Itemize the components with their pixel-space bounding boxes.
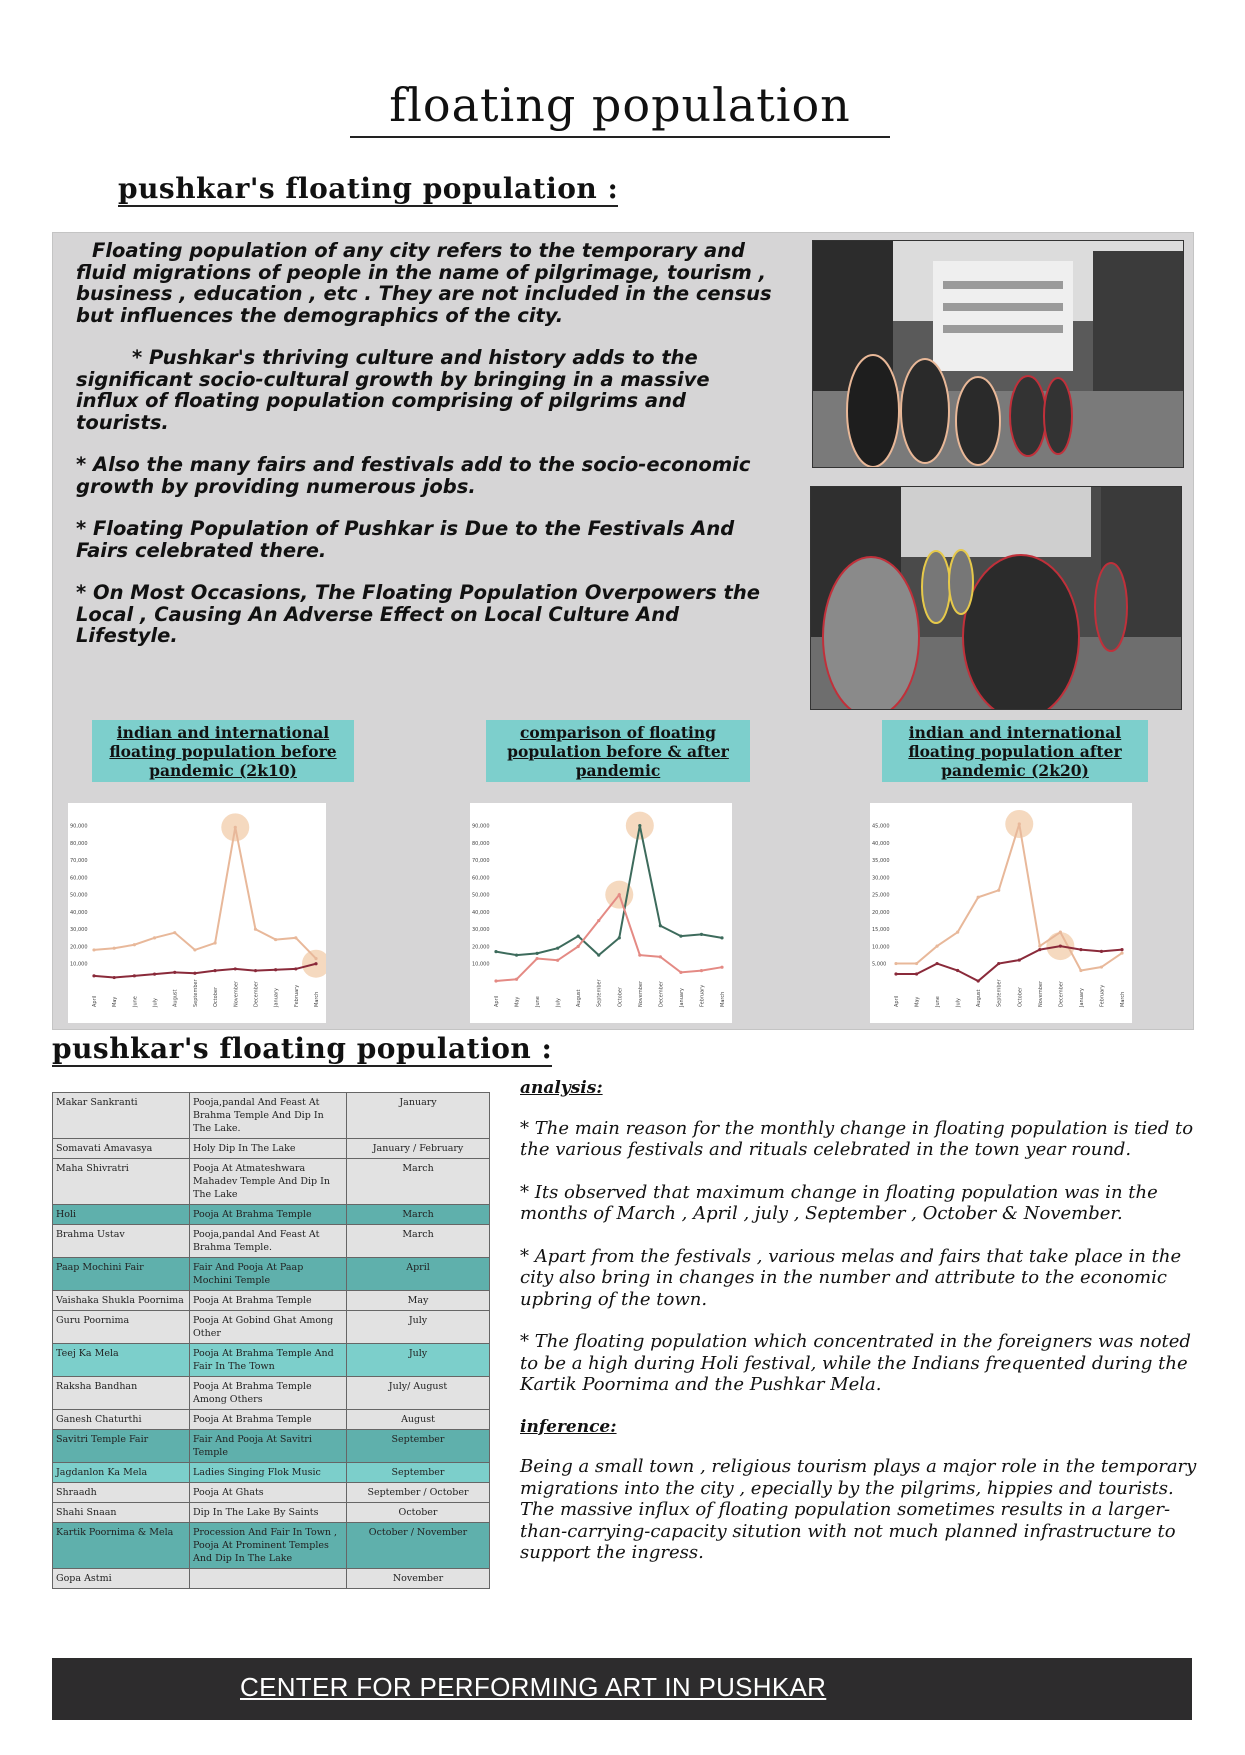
- series-line: [896, 824, 1122, 971]
- data-point: [92, 974, 95, 977]
- table-row: [53, 1569, 490, 1589]
- x-tick-label: October: [617, 986, 624, 1007]
- data-point: [935, 945, 938, 948]
- data-point: [1079, 948, 1082, 951]
- series-line: [496, 895, 722, 981]
- data-point: [1100, 965, 1103, 968]
- x-tick-label: December: [658, 981, 665, 1007]
- data-point: [314, 962, 317, 965]
- data-point: [659, 924, 662, 927]
- data-point: [894, 972, 897, 975]
- festival-name-cell: Vaishaka Shukla Poornima: [53, 1291, 190, 1311]
- x-tick-label: February: [1099, 984, 1106, 1007]
- x-tick-label: February: [699, 984, 706, 1007]
- x-tick-label: April: [894, 995, 900, 1007]
- festival-name-cell: Paap Mochini Fair: [53, 1258, 190, 1291]
- intro-paragraph: * Also the many fairs and festivals add to the socio-economic growth by providing numerous jobs.: [76, 453, 751, 498]
- x-tick-label: July: [152, 998, 159, 1007]
- festival-name-cell: Kartik Poornima & Mela: [53, 1523, 190, 1569]
- data-point: [997, 962, 1000, 965]
- data-point: [700, 969, 703, 972]
- festival-activity-cell: Ladies Singing Flok Music: [190, 1463, 347, 1483]
- festival-activity-cell: Pooja At Ghats: [190, 1483, 347, 1503]
- y-tick-label: 70,000: [472, 858, 490, 865]
- data-point: [1120, 948, 1123, 951]
- chart-before-pandemic: [68, 803, 326, 1023]
- data-point: [213, 941, 216, 944]
- data-point: [294, 936, 297, 939]
- festival-name-cell: Brahma Ustav: [53, 1225, 190, 1258]
- festival-name-cell: Shahi Snaan: [53, 1503, 190, 1523]
- data-point: [1038, 948, 1041, 951]
- analysis-text: [520, 1078, 1210, 1585]
- data-point: [254, 969, 257, 972]
- x-tick-label: October: [1017, 986, 1024, 1007]
- y-tick-label: 80,000: [472, 840, 490, 847]
- table-row: [53, 1503, 490, 1523]
- data-point: [274, 938, 277, 941]
- data-point: [700, 933, 703, 936]
- data-point: [515, 954, 518, 957]
- festival-month-cell: March: [347, 1225, 490, 1258]
- festival-month-cell: October / November: [347, 1523, 490, 1569]
- y-tick-label: 10,000: [472, 961, 490, 968]
- y-tick-label: 35,000: [872, 858, 890, 865]
- x-tick-label: August: [576, 989, 583, 1007]
- analysis-paragraph: * The floating population which concentrated in the foreigners was noted to be a high during Holi festival, while the Indians frequented during the Kartik Poornima and the Pushkar Mela.: [520, 1331, 1191, 1395]
- analysis-paragraph: * Its observed that maximum change in floating population was in the months of March , April , july , September , October & November.: [520, 1181, 1158, 1224]
- x-tick-label: April: [494, 995, 500, 1007]
- data-point: [1059, 945, 1062, 948]
- data-point: [113, 947, 116, 950]
- data-point: [535, 952, 538, 955]
- data-point: [638, 824, 641, 827]
- x-tick-label: June: [535, 996, 542, 1007]
- series-line: [94, 964, 316, 978]
- data-point: [254, 928, 257, 931]
- data-point: [638, 954, 641, 957]
- data-point: [915, 972, 918, 975]
- x-tick-label: September: [996, 979, 1003, 1007]
- festival-activity-cell: Pooja At Gobind Ghat Among Other: [190, 1311, 347, 1344]
- data-point: [720, 966, 723, 969]
- data-point: [153, 936, 156, 939]
- data-point: [997, 889, 1000, 892]
- x-tick-label: January: [678, 988, 685, 1007]
- festival-month-cell: July: [347, 1344, 490, 1377]
- festival-month-cell: November: [347, 1569, 490, 1589]
- intro-text: [76, 240, 776, 668]
- data-point: [956, 931, 959, 934]
- y-tick-label: 80,000: [70, 840, 88, 847]
- festival-name-cell: Maha Shivratri: [53, 1159, 190, 1205]
- y-tick-label: 20,000: [70, 944, 88, 951]
- table-row: [53, 1463, 490, 1483]
- festival-name-cell: Jagdanlon Ka Mela: [53, 1463, 190, 1483]
- intro-paragraph: * Pushkar's thriving culture and history adds to the significant socio-cultural growth by bringing in a massive influx of floating population comprising of pilgrims and tourists.: [76, 346, 710, 434]
- x-tick-label: February: [293, 984, 300, 1007]
- festival-month-cell: May: [347, 1291, 490, 1311]
- analysis-heading: analysis:: [520, 1078, 603, 1098]
- x-tick-label: August: [172, 989, 179, 1007]
- x-tick-label: March: [720, 991, 726, 1007]
- table-row: [53, 1311, 490, 1344]
- x-tick-label: May: [914, 996, 921, 1007]
- festival-month-cell: March: [347, 1159, 490, 1205]
- y-tick-label: 30,000: [70, 927, 88, 934]
- y-tick-label: 50,000: [472, 892, 490, 899]
- festival-name-cell: Guru Poornima: [53, 1311, 190, 1344]
- festival-month-cell: October: [347, 1503, 490, 1523]
- festival-activity-cell: Holy Dip In The Lake: [190, 1139, 347, 1159]
- festival-name-cell: Gopa Astmi: [53, 1569, 190, 1589]
- data-point: [314, 957, 317, 960]
- x-tick-label: August: [976, 989, 983, 1007]
- x-tick-label: December: [253, 981, 260, 1007]
- y-tick-label: 30,000: [872, 875, 890, 882]
- table-row: [53, 1291, 490, 1311]
- y-tick-label: 10,000: [70, 961, 88, 968]
- y-tick-label: 60,000: [472, 875, 490, 882]
- x-tick-label: October: [213, 986, 220, 1007]
- chart-label-before: [92, 720, 354, 782]
- festival-month-cell: January: [347, 1093, 490, 1139]
- y-tick-label: 60,000: [70, 875, 88, 882]
- data-point: [535, 957, 538, 960]
- table-row: [53, 1344, 490, 1377]
- data-point: [720, 936, 723, 939]
- data-point: [956, 969, 959, 972]
- data-point: [935, 962, 938, 965]
- intro-paragraph: * Floating Population of Pushkar is Due to the Festivals And Fairs celebrated there.: [76, 517, 735, 562]
- section-title-intro: pushkar's floating population :: [118, 172, 619, 205]
- x-tick-label: November: [1037, 980, 1044, 1007]
- festival-month-cell: August: [347, 1410, 490, 1430]
- festival-month-cell: January / February: [347, 1139, 490, 1159]
- data-point: [494, 979, 497, 982]
- data-point: [597, 919, 600, 922]
- festival-activity-cell: Pooja At Brahma Temple: [190, 1410, 347, 1430]
- section-title-festivals: pushkar's floating population :: [52, 1032, 553, 1065]
- data-point: [294, 967, 297, 970]
- table-row: [53, 1483, 490, 1503]
- data-point: [679, 971, 682, 974]
- festival-month-cell: July/ August: [347, 1377, 490, 1410]
- y-tick-label: 10,000: [872, 944, 890, 951]
- y-tick-label: 90,000: [472, 823, 490, 830]
- x-tick-label: March: [1120, 991, 1126, 1007]
- y-tick-label: 40,000: [472, 909, 490, 916]
- data-point: [1018, 822, 1021, 825]
- y-tick-label: 90,000: [70, 823, 88, 830]
- festival-month-cell: July: [347, 1311, 490, 1344]
- x-tick-label: April: [92, 995, 98, 1007]
- x-tick-label: November: [637, 980, 644, 1007]
- table-row: [53, 1139, 490, 1159]
- x-tick-label: January: [1078, 988, 1085, 1007]
- chart-comparison: [470, 803, 732, 1023]
- data-point: [577, 945, 580, 948]
- data-point: [659, 955, 662, 958]
- data-point: [173, 931, 176, 934]
- x-tick-label: November: [233, 980, 240, 1007]
- x-tick-label: May: [112, 996, 119, 1007]
- data-point: [894, 962, 897, 965]
- chart-label-text: indian and international floating population before pandemic (2k10): [109, 723, 337, 780]
- x-tick-label: March: [314, 991, 320, 1007]
- data-point: [1100, 950, 1103, 953]
- festival-month-cell: March: [347, 1205, 490, 1225]
- festival-activity-cell: Pooja,pandal And Feast At Brahma Temple.: [190, 1225, 347, 1258]
- y-tick-label: 20,000: [872, 909, 890, 916]
- x-tick-label: September: [192, 979, 199, 1007]
- data-point: [234, 826, 237, 829]
- intro-paragraph: Floating population of any city refers to the temporary and fluid migrations of people in the name of pilgrimage, tourism , business , education , etc . They are not included in the census but influences the demographics of the city.: [76, 239, 772, 327]
- y-tick-label: 40,000: [872, 840, 890, 847]
- x-tick-label: December: [1058, 981, 1065, 1007]
- data-point: [618, 893, 621, 896]
- chart-label-text: indian and international floating population after pandemic (2k20): [908, 723, 1122, 780]
- festival-month-cell: April: [347, 1258, 490, 1291]
- y-tick-label: 25,000: [872, 892, 890, 899]
- data-point: [153, 972, 156, 975]
- y-tick-label: 45,000: [872, 823, 890, 830]
- chart-label-text: comparison of floating population before & after pandemic: [507, 723, 729, 780]
- y-tick-label: 40,000: [70, 909, 88, 916]
- festival-activity-cell: Dip In The Lake By Saints: [190, 1503, 347, 1523]
- data-point: [213, 969, 216, 972]
- data-point: [173, 971, 176, 974]
- y-tick-label: 70,000: [70, 858, 88, 865]
- chart-svg: [870, 803, 1132, 1023]
- chart-label-after: [882, 720, 1148, 782]
- data-point: [193, 948, 196, 951]
- data-point: [556, 947, 559, 950]
- data-point: [915, 962, 918, 965]
- table-row: [53, 1205, 490, 1225]
- y-tick-label: 20,000: [472, 944, 490, 951]
- festival-activity-cell: Fair And Pooja At Paap Mochini Temple: [190, 1258, 347, 1291]
- data-point: [274, 968, 277, 971]
- festival-activity-cell: Pooja At Brahma Temple: [190, 1291, 347, 1311]
- data-point: [113, 976, 116, 979]
- festival-activity-cell: Pooja At Brahma Temple Among Others: [190, 1377, 347, 1410]
- inference-paragraph: Being a small town , religious tourism plays a major role in the temporary migrations into the city , epecially by the pilgrims, hippies and tourists. The massive influx of floating population sometimes results in a larger-than-carrying-capacity sitution with not much planned infrastructure to support the ingress.: [520, 1456, 1197, 1563]
- festival-month-cell: September: [347, 1463, 490, 1483]
- festival-month-cell: September / October: [347, 1483, 490, 1503]
- festival-activity-cell: Pooja,pandal And Feast At Brahma Temple And Dip In The Lake.: [190, 1093, 347, 1139]
- table-row: [53, 1410, 490, 1430]
- festival-name-cell: Somavati Amavasya: [53, 1139, 190, 1159]
- x-tick-label: June: [132, 996, 139, 1007]
- y-tick-label: 30,000: [472, 927, 490, 934]
- data-point: [1120, 951, 1123, 954]
- intro-paragraph: * On Most Occasions, The Floating Population Overpowers the Local , Causing An Adverse Effect on Local Culture And Lifestyle.: [76, 581, 760, 647]
- data-point: [133, 974, 136, 977]
- y-tick-label: 15,000: [872, 927, 890, 934]
- festival-name-cell: Ganesh Chaturthi: [53, 1410, 190, 1430]
- series-line: [94, 827, 316, 958]
- data-point: [193, 972, 196, 975]
- data-point: [618, 936, 621, 939]
- data-point: [977, 979, 980, 982]
- data-point: [1079, 969, 1082, 972]
- data-point: [679, 935, 682, 938]
- y-tick-label: 5,000: [872, 961, 887, 968]
- table-row: [53, 1258, 490, 1291]
- page-title: floating population: [350, 78, 890, 138]
- festival-activity-cell: Pooja At Brahma Temple: [190, 1205, 347, 1225]
- data-point: [133, 943, 136, 946]
- chart-svg: [68, 803, 326, 1023]
- table-row: [53, 1377, 490, 1410]
- table-row: [53, 1225, 490, 1258]
- street-photo-bottom: [810, 486, 1182, 710]
- festival-name-cell: Holi: [53, 1205, 190, 1225]
- data-point: [1018, 958, 1021, 961]
- inference-heading: inference:: [520, 1416, 617, 1437]
- festival-name-cell: Teej Ka Mela: [53, 1344, 190, 1377]
- footer-title: CENTER FOR PERFORMING ART IN PUSHKAR: [240, 1672, 827, 1702]
- data-point: [1038, 945, 1041, 948]
- x-tick-label: September: [596, 979, 603, 1007]
- table-row: [53, 1093, 490, 1139]
- chart-svg: [470, 803, 732, 1023]
- x-tick-label: January: [273, 988, 280, 1007]
- festival-month-cell: September: [347, 1430, 490, 1463]
- analysis-paragraph: * The main reason for the monthly change in floating population is tied to the various festivals and rituals celebrated in the town year round.: [520, 1117, 1194, 1160]
- festival-activity-cell: [190, 1569, 347, 1589]
- x-tick-label: June: [935, 996, 942, 1007]
- data-point: [234, 967, 237, 970]
- analysis-paragraph: * Apart from the festivals , various melas and fairs that take place in the city also bring in changes in the number and attribute to the economic upbring of the town.: [520, 1245, 1182, 1310]
- x-tick-label: July: [955, 998, 962, 1007]
- data-point: [92, 948, 95, 951]
- street-photo-top: [812, 240, 1184, 468]
- festival-name-cell: Savitri Temple Fair: [53, 1430, 190, 1463]
- festival-table: [52, 1092, 490, 1589]
- table-row: [53, 1430, 490, 1463]
- data-point: [515, 978, 518, 981]
- x-tick-label: July: [555, 998, 562, 1007]
- x-tick-label: May: [514, 996, 521, 1007]
- data-point: [556, 959, 559, 962]
- chart-after-pandemic: [870, 803, 1132, 1023]
- chart-label-comparison: [486, 720, 750, 782]
- data-point: [494, 950, 497, 953]
- festival-activity-cell: Fair And Pooja At Savitri Temple: [190, 1430, 347, 1463]
- table-row: [53, 1523, 490, 1569]
- data-point: [577, 935, 580, 938]
- data-point: [977, 896, 980, 899]
- table-row: [53, 1159, 490, 1205]
- festival-name-cell: Shraadh: [53, 1483, 190, 1503]
- data-point: [597, 954, 600, 957]
- festival-activity-cell: Procession And Fair In Town , Pooja At Prominent Temples And Dip In The Lake: [190, 1523, 347, 1569]
- festival-name-cell: Makar Sankranti: [53, 1093, 190, 1139]
- festival-name-cell: Raksha Bandhan: [53, 1377, 190, 1410]
- festival-activity-cell: Pooja At Brahma Temple And Fair In The Town: [190, 1344, 347, 1377]
- festival-activity-cell: Pooja At Atmateshwara Mahadev Temple And Dip In The Lake: [190, 1159, 347, 1205]
- y-tick-label: 50,000: [70, 892, 88, 899]
- data-point: [1059, 931, 1062, 934]
